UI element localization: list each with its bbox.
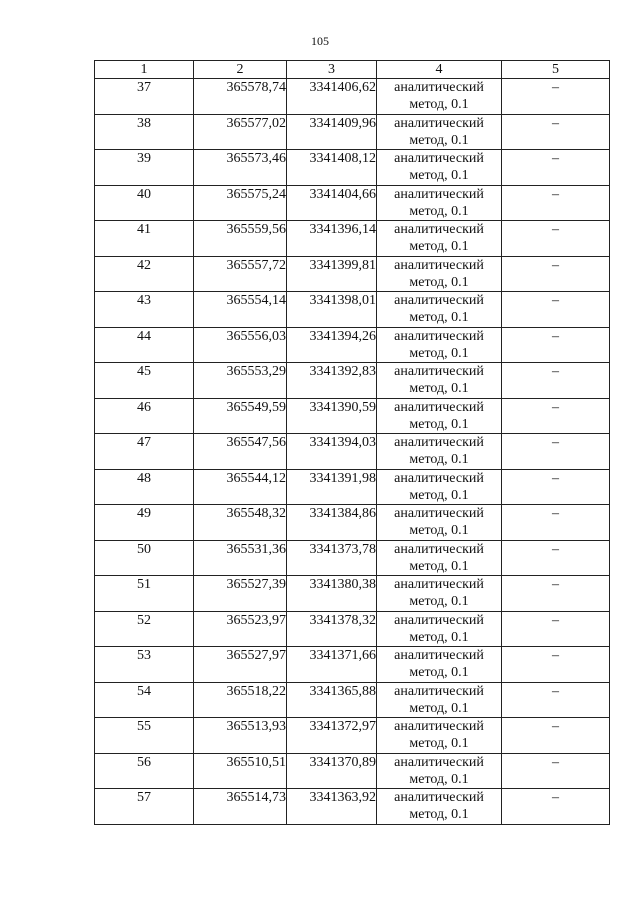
method-name-text: аналитический: [394, 328, 484, 344]
y-coordinate-cell: 3341404,66: [287, 185, 377, 221]
x-coordinate-cell: 365513,93: [194, 718, 287, 754]
method-name-text: аналитический: [394, 648, 484, 663]
coordinates-table: [94, 60, 610, 825]
page-number: 105: [311, 34, 329, 48]
point-number-cell: 53: [95, 647, 194, 683]
table-row: [95, 114, 610, 150]
method-accuracy-text: метод, 0.1: [409, 203, 469, 219]
point-number-cell: 48: [95, 469, 194, 505]
column-5-cell: –: [502, 611, 610, 647]
method-accuracy-text: метод, 0.1: [409, 452, 469, 467]
method-accuracy-text: метод, 0.1: [409, 487, 469, 503]
column-5-cell: –: [502, 753, 610, 789]
method-accuracy-text: метод, 0.1: [409, 523, 469, 538]
table-row: [95, 789, 610, 825]
method-cell: [377, 292, 502, 328]
method-accuracy-text: метод, 0.1: [409, 274, 469, 290]
method-accuracy-text: метод, 0.1: [409, 132, 469, 148]
point-number-cell: 55: [95, 718, 194, 754]
table-body: [95, 79, 610, 825]
x-coordinate-cell: 365573,46: [194, 150, 287, 186]
method-name-text: аналитический: [394, 612, 484, 628]
x-coordinate-cell: 365578,74: [194, 79, 287, 115]
y-coordinate-cell: 3341390,59: [287, 398, 377, 434]
column-5-cell: –: [502, 327, 610, 363]
column-5-cell: –: [502, 114, 610, 150]
x-coordinate-cell: 365531,36: [194, 540, 287, 576]
table-row: [95, 256, 610, 292]
column-5-cell: –: [502, 398, 610, 434]
point-number-cell: 44: [95, 327, 194, 363]
method-cell: [377, 540, 502, 576]
header-col-1: 1: [95, 61, 194, 79]
point-number-cell: 41: [95, 221, 194, 257]
y-coordinate-cell: 3341406,62: [287, 79, 377, 115]
point-number-cell: 43: [95, 292, 194, 328]
method-accuracy-text: метод, 0.1: [409, 97, 469, 112]
table-header-row: [95, 61, 610, 79]
x-coordinate-cell: 365514,73: [194, 789, 287, 825]
method-cell: [377, 647, 502, 683]
method-cell: [377, 718, 502, 754]
method-name-text: аналитический: [394, 293, 484, 308]
method-name-text: аналитический: [394, 506, 484, 521]
method-name-text: аналитический: [394, 222, 484, 237]
column-5-cell: –: [502, 789, 610, 825]
point-number-cell: 54: [95, 682, 194, 718]
method-name-text: аналитический: [394, 80, 484, 95]
y-coordinate-cell: 3341391,98: [287, 469, 377, 505]
y-coordinate-cell: 3341408,12: [287, 150, 377, 186]
x-coordinate-cell: 365518,22: [194, 682, 287, 718]
method-cell: [377, 150, 502, 186]
method-name-text: аналитический: [394, 541, 484, 557]
method-accuracy-text: метод, 0.1: [409, 594, 469, 609]
method-cell: [377, 789, 502, 825]
y-coordinate-cell: 3341398,01: [287, 292, 377, 328]
method-accuracy-text: метод, 0.1: [409, 381, 469, 396]
method-name-text: аналитический: [394, 186, 484, 202]
method-name-text: аналитический: [394, 470, 484, 486]
x-coordinate-cell: 365527,97: [194, 647, 287, 683]
method-cell: [377, 79, 502, 115]
header-col-5: 5: [502, 61, 610, 79]
method-accuracy-text: метод, 0.1: [409, 345, 469, 361]
y-coordinate-cell: 3341372,97: [287, 718, 377, 754]
table-row: [95, 469, 610, 505]
x-coordinate-cell: 365510,51: [194, 753, 287, 789]
column-5-cell: –: [502, 256, 610, 292]
point-number-cell: 39: [95, 150, 194, 186]
method-name-text: аналитический: [394, 364, 484, 379]
point-number-cell: 38: [95, 114, 194, 150]
method-name-text: аналитический: [394, 719, 484, 734]
point-number-cell: 45: [95, 363, 194, 399]
point-number-cell: 50: [95, 540, 194, 576]
column-5-cell: –: [502, 469, 610, 505]
point-number-cell: 57: [95, 789, 194, 825]
method-cell: [377, 398, 502, 434]
table-row: [95, 647, 610, 683]
point-number-cell: 51: [95, 576, 194, 612]
table-row: [95, 221, 610, 257]
method-accuracy-text: метод, 0.1: [409, 416, 469, 432]
point-number-cell: 37: [95, 79, 194, 115]
y-coordinate-cell: 3341378,32: [287, 611, 377, 647]
column-5-cell: –: [502, 434, 610, 470]
y-coordinate-cell: 3341409,96: [287, 114, 377, 150]
column-5-cell: –: [502, 505, 610, 541]
x-coordinate-cell: 365575,24: [194, 185, 287, 221]
header-col-4: 4: [377, 61, 502, 79]
column-5-cell: –: [502, 718, 610, 754]
y-coordinate-cell: 3341392,83: [287, 363, 377, 399]
x-coordinate-cell: 365527,39: [194, 576, 287, 612]
method-name-text: аналитический: [394, 683, 484, 699]
column-5-cell: –: [502, 682, 610, 718]
method-cell: [377, 434, 502, 470]
method-accuracy-text: метод, 0.1: [409, 700, 469, 716]
method-cell: [377, 185, 502, 221]
x-coordinate-cell: 365544,12: [194, 469, 287, 505]
method-cell: [377, 611, 502, 647]
table-row: [95, 292, 610, 328]
header-col-3: 3: [287, 61, 377, 79]
column-5-cell: –: [502, 79, 610, 115]
method-accuracy-text: метод, 0.1: [409, 310, 469, 325]
header-col-2: 2: [194, 61, 287, 79]
method-name-text: аналитический: [394, 257, 484, 273]
x-coordinate-cell: 365556,03: [194, 327, 287, 363]
point-number-cell: 52: [95, 611, 194, 647]
y-coordinate-cell: 3341396,14: [287, 221, 377, 257]
table-row: [95, 327, 610, 363]
method-cell: [377, 505, 502, 541]
x-coordinate-cell: 365577,02: [194, 114, 287, 150]
table-row: [95, 150, 610, 186]
method-cell: [377, 682, 502, 718]
method-cell: [377, 576, 502, 612]
table-row: [95, 505, 610, 541]
x-coordinate-cell: 365557,72: [194, 256, 287, 292]
method-cell: [377, 469, 502, 505]
y-coordinate-cell: 3341394,03: [287, 434, 377, 470]
table-row: [95, 611, 610, 647]
y-coordinate-cell: 3341384,86: [287, 505, 377, 541]
table-row: [95, 79, 610, 115]
method-name-text: аналитический: [394, 399, 484, 415]
method-accuracy-text: метод, 0.1: [409, 807, 469, 822]
y-coordinate-cell: 3341370,89: [287, 753, 377, 789]
method-cell: [377, 753, 502, 789]
method-cell: [377, 327, 502, 363]
column-5-cell: –: [502, 292, 610, 328]
method-name-text: аналитический: [394, 115, 484, 131]
table-row: [95, 682, 610, 718]
method-name-text: аналитический: [394, 577, 484, 592]
x-coordinate-cell: 365523,97: [194, 611, 287, 647]
column-5-cell: –: [502, 576, 610, 612]
point-number-cell: 49: [95, 505, 194, 541]
method-cell: [377, 256, 502, 292]
table-row: [95, 185, 610, 221]
method-cell: [377, 114, 502, 150]
point-number-cell: 56: [95, 753, 194, 789]
point-number-cell: 46: [95, 398, 194, 434]
x-coordinate-cell: 365548,32: [194, 505, 287, 541]
x-coordinate-cell: 365549,59: [194, 398, 287, 434]
method-accuracy-text: метод, 0.1: [409, 771, 469, 787]
method-accuracy-text: метод, 0.1: [409, 239, 469, 254]
method-accuracy-text: метод, 0.1: [409, 558, 469, 574]
method-cell: [377, 363, 502, 399]
point-number-cell: 42: [95, 256, 194, 292]
method-cell: [377, 221, 502, 257]
y-coordinate-cell: 3341394,26: [287, 327, 377, 363]
column-5-cell: –: [502, 150, 610, 186]
y-coordinate-cell: 3341363,92: [287, 789, 377, 825]
method-accuracy-text: метод, 0.1: [409, 629, 469, 645]
table-row: [95, 398, 610, 434]
table-row: [95, 718, 610, 754]
table-row: [95, 576, 610, 612]
y-coordinate-cell: 3341371,66: [287, 647, 377, 683]
x-coordinate-cell: 365553,29: [194, 363, 287, 399]
x-coordinate-cell: 365559,56: [194, 221, 287, 257]
point-number-cell: 47: [95, 434, 194, 470]
column-5-cell: –: [502, 221, 610, 257]
x-coordinate-cell: 365547,56: [194, 434, 287, 470]
column-5-cell: –: [502, 540, 610, 576]
column-5-cell: –: [502, 185, 610, 221]
method-name-text: аналитический: [394, 151, 484, 166]
table-row: [95, 363, 610, 399]
table-row: [95, 540, 610, 576]
y-coordinate-cell: 3341399,81: [287, 256, 377, 292]
y-coordinate-cell: 3341380,38: [287, 576, 377, 612]
method-accuracy-text: метод, 0.1: [409, 736, 469, 751]
method-accuracy-text: метод, 0.1: [409, 665, 469, 680]
method-accuracy-text: метод, 0.1: [409, 168, 469, 183]
table-row: [95, 753, 610, 789]
table-row: [95, 434, 610, 470]
x-coordinate-cell: 365554,14: [194, 292, 287, 328]
column-5-cell: –: [502, 647, 610, 683]
method-name-text: аналитический: [394, 435, 484, 450]
y-coordinate-cell: 3341373,78: [287, 540, 377, 576]
y-coordinate-cell: 3341365,88: [287, 682, 377, 718]
point-number-cell: 40: [95, 185, 194, 221]
column-5-cell: –: [502, 363, 610, 399]
method-name-text: аналитический: [394, 754, 484, 770]
method-name-text: аналитический: [394, 790, 484, 805]
